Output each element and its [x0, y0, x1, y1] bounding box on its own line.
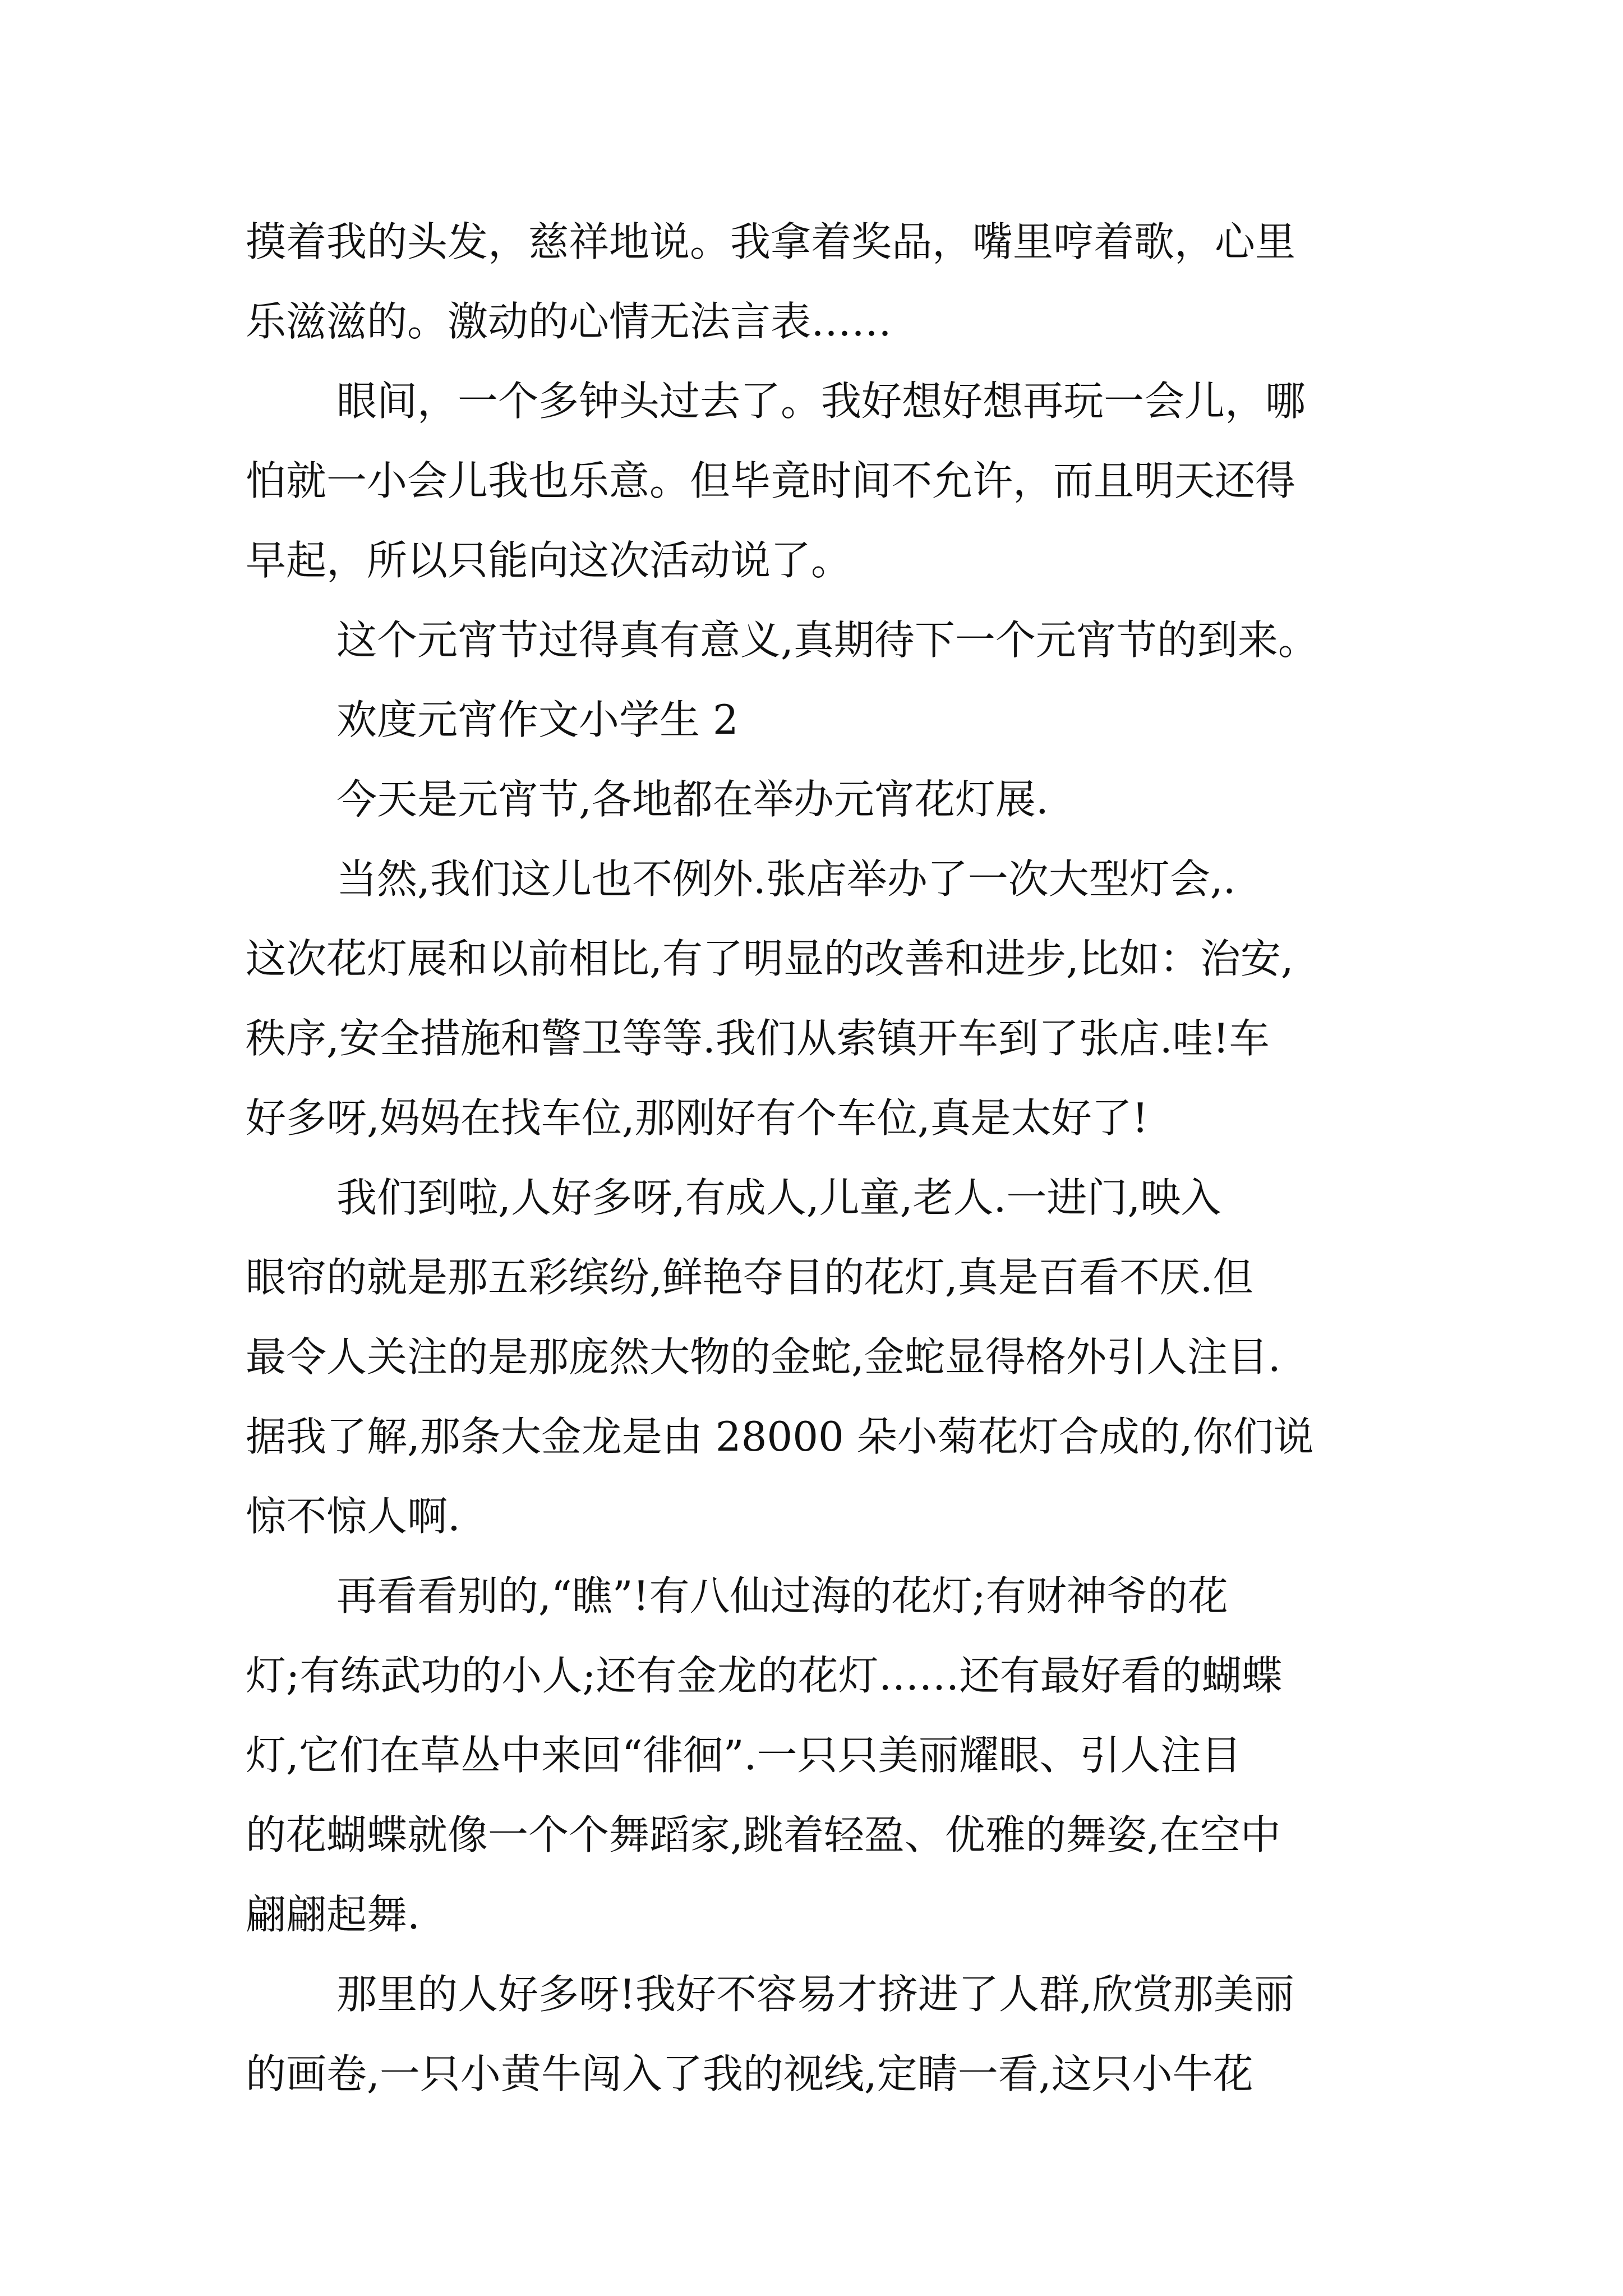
text-line: 这次花灯展和以前相比,有了明显的改善和进步,比如：治安, — [246, 935, 1294, 982]
text-line: 早起，所以只能向这次活动说了。 — [246, 537, 852, 584]
text-line: 的画卷,一只小黄牛闯入了我的视线,定睛一看,这只小牛花 — [246, 2050, 1253, 2097]
text-line: 那里的人好多呀!我好不容易才挤进了人群,欣赏那美丽 — [336, 1971, 1294, 2018]
text-line: 据我了解,那条大金龙是由 28000 朵小菊花灯合成的,你们说 — [246, 1413, 1314, 1460]
section-heading: 欢度元宵作文小学生 2 — [336, 696, 739, 743]
text-line: 眼帘的就是那五彩缤纷,鲜艳夺目的花灯,真是百看不厌.但 — [246, 1254, 1253, 1301]
text-line: 怕就一小会儿我也乐意。但毕竟时间不允许，而且明天还得 — [246, 457, 1296, 504]
text-line: 好多呀,妈妈在找车位,那刚好有个车位,真是太好了! — [246, 1094, 1149, 1142]
text-line: 今天是元宵节,各地都在举办元宵花灯展. — [336, 776, 1049, 823]
text-line: 我们到啦,人好多呀,有成人,儿童,老人.一进门,映入 — [336, 1174, 1221, 1221]
text-line: 再看看别的,“瞧”!有八仙过海的花灯;有财神爷的花 — [336, 1572, 1228, 1619]
text-line: 最令人关注的是那庞然大物的金蛇,金蛇显得格外引人注目. — [246, 1333, 1281, 1381]
body-text — [246, 202, 1390, 2114]
text-line: 这个元宵节过得真有意义,真期待下一个元宵节的到来。 — [336, 616, 1318, 664]
text-line: 的花蝴蝶就像一个个舞蹈家,跳着轻盈、优雅的舞姿,在空中 — [246, 1811, 1281, 1858]
text-line: 摸着我的头发，慈祥地说。我拿着奖品，嘴里哼着歌，心里 — [246, 218, 1296, 265]
text-line: 灯;有练武功的小人;还有金龙的花灯……还有最好看的蝴蝶 — [246, 1652, 1283, 1699]
text-line: 眼间，一个多钟头过去了。我好想好想再玩一会儿，哪 — [336, 378, 1306, 425]
text-line: 灯,它们在草丛中来回“徘徊”.一只只美丽耀眼、引人注目 — [246, 1732, 1242, 1779]
text-line: 当然,我们这儿也不例外.张店举办了一次大型灯会,. — [336, 855, 1236, 903]
text-line: 惊不惊人啊. — [246, 1493, 460, 1540]
text-line: 乐滋滋的。激动的心情无法言表…… — [246, 298, 892, 345]
text-line: 秩序,安全措施和警卫等等.我们从索镇开车到了张店.哇!车 — [246, 1015, 1270, 1062]
text-line: 翩翩起舞. — [246, 1891, 420, 1938]
